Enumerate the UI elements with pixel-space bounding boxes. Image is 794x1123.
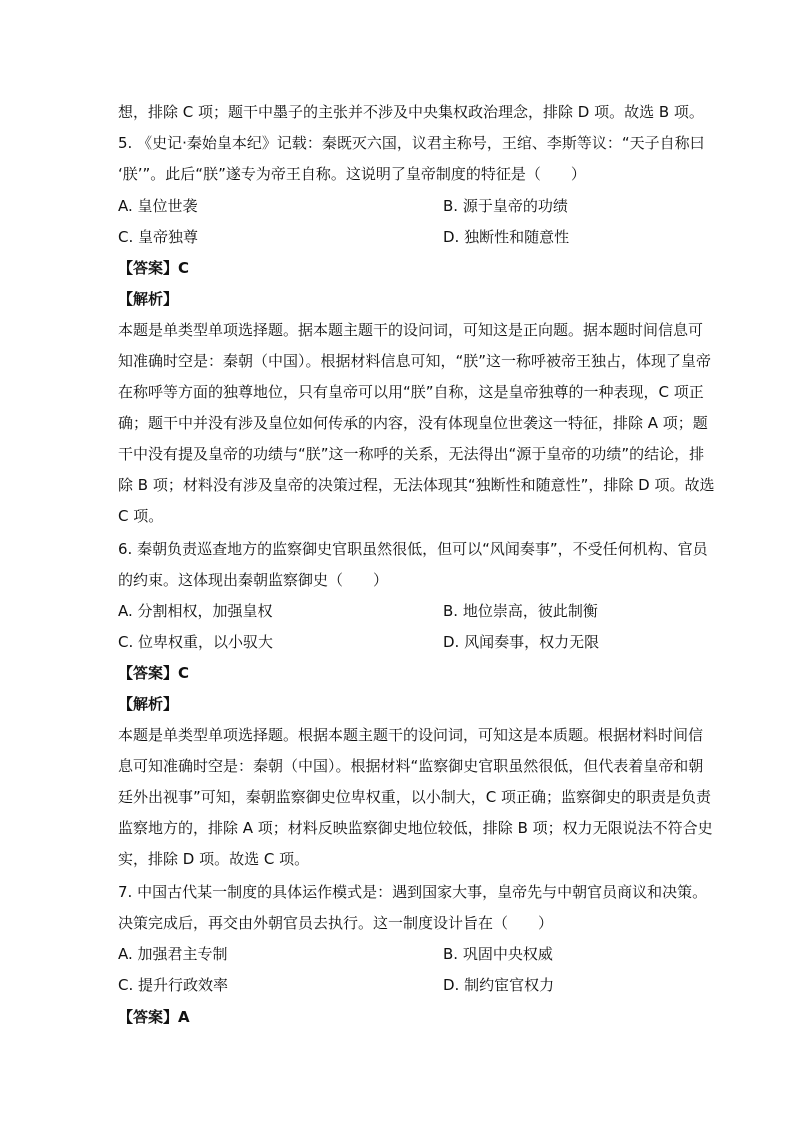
q7-option-b: B. 巩固中央权威	[443, 945, 553, 963]
q5-stem-line-2: ‘朕’”。此后“朕”遂专为帝王自称。这说明了皇帝制度的特征是（ ）	[118, 165, 586, 183]
q7-option-a: A. 加强君主专制	[118, 945, 228, 963]
q6-analysis-line-5: 实，排除 D 项。故选 C 项。	[118, 850, 310, 868]
q5-analysis-line-3: 在称呼等方面的独尊地位，只有皇帝可以用“朕”自称，这是皇帝独尊的一种表现，C 项正	[118, 383, 704, 401]
q7-option-c: C. 提升行政效率	[118, 976, 229, 994]
q5-analysis-line-7: C 项。	[118, 507, 164, 525]
q5-analysis-line-4: 确；题干中并没有涉及皇位如何传承的内容，没有体现皇位世袭这一特征，排除 A 项；题	[118, 414, 708, 432]
q5-analysis-line-2: 知准确时空是：秦朝（中国）。根据材料信息可知，“朕”这一称呼被帝王独占，体现了皇帝	[118, 352, 712, 370]
q6-option-b: B. 地位崇高，彼此制衡	[443, 602, 598, 620]
q6-answer: 【答案】C	[118, 664, 190, 682]
q6-option-a: A. 分割相权，加强皇权	[118, 602, 273, 620]
q6-analysis-line-2: 息可知准确时空是：秦朝（中国）。根据材料“监察御史官职虽然很低，但代表着皇帝和朝	[118, 757, 704, 775]
q5-option-b: B. 源于皇帝的功绩	[443, 197, 568, 215]
q5-option-c: C. 皇帝独尊	[118, 228, 199, 246]
intro-text: 想，排除 C 项；题干中墨子的主张并不涉及中央集权政治理念，排除 D 项。故选 B 项。	[118, 103, 704, 121]
q7-option-d: D. 制约宦官权力	[443, 976, 555, 994]
q5-analysis-line-5: 干中没有提及皇帝的功绩与“朕”这一称呼的关系，无法得出“源于皇帝的功绩”的结论，排	[118, 445, 705, 463]
q5-analysis-label: 【解析】	[118, 290, 179, 308]
q5-analysis-line-6: 除 B 项；材料没有涉及皇帝的决策过程，无法体现其“独断性和随意性”，排除 D 项。故选	[118, 476, 715, 494]
q6-analysis-label: 【解析】	[118, 695, 179, 713]
q6-stem-line-2: 的约束。这体现出秦朝监察御史（ ）	[118, 571, 389, 589]
q5-stem-line-1: 5. 《史记·秦始皇本纪》记载：秦既灭六国，议君主称号，王绾、李斯等议：“天子自称曰	[118, 134, 705, 152]
q6-option-d: D. 风闻奏事，权力无限	[443, 633, 600, 651]
q5-answer: 【答案】C	[118, 259, 190, 277]
q5-option-a: A. 皇位世袭	[118, 197, 198, 215]
q6-analysis-line-1: 本题是单类型单项选择题。根据本题主题干的设问词，可知这是本质题。根据材料时间信	[118, 726, 704, 744]
q6-stem-line-1: 6. 秦朝负责巡查地方的监察御史官职虽然很低，但可以“风闻奏事”，不受任何机构、官员	[118, 540, 708, 558]
q5-analysis-line-1: 本题是单类型单项选择题。据本题主题干的设问词，可知这是正向题。据本题时间信息可	[118, 321, 704, 339]
q6-analysis-line-3: 廷外出视事”可知，秦朝监察御史位卑权重，以小制大，C 项正确；监察御史的职责是负责	[118, 788, 712, 806]
q5-option-d: D. 独断性和随意性	[443, 228, 570, 246]
q6-option-c: C. 位卑权重，以小驭大	[118, 633, 274, 651]
q7-stem-line-2: 决策完成后，再交由外朝官员去执行。这一制度设计旨在（ ）	[118, 914, 554, 932]
q7-stem-line-1: 7. 中国古代某一制度的具体运作模式是：遇到国家大事，皇帝先与中朝官员商议和决策。	[118, 883, 708, 901]
q7-answer: 【答案】A	[118, 1008, 190, 1026]
q6-analysis-line-4: 监察地方的，排除 A 项；材料反映监察御史地位较低，排除 B 项；权力无限说法不符合史	[118, 819, 713, 837]
